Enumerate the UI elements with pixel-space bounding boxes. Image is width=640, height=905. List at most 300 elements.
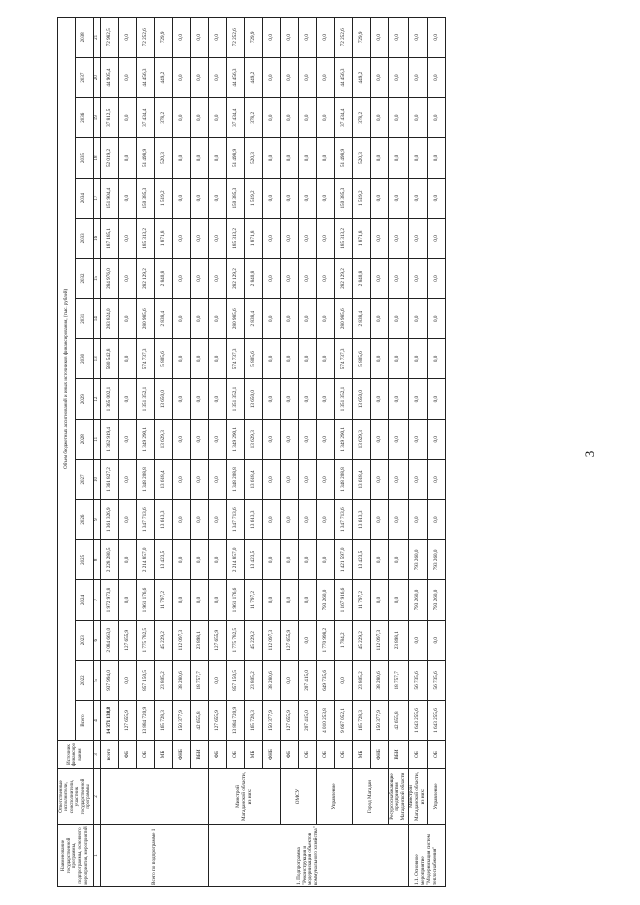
row-value: 0,0 (317, 459, 335, 499)
column-number: 12 (93, 379, 101, 419)
column-number: 21 (93, 17, 101, 57)
row-value: 45 229,2 (245, 620, 263, 660)
row-value: 0,0 (191, 540, 209, 580)
header-year: 2029 (75, 379, 93, 419)
row-value: 0,0 (209, 138, 227, 178)
row-value: 0,0 (281, 419, 299, 459)
row-value: 185 313,2 (137, 218, 155, 258)
row-value: 0,0 (428, 218, 446, 258)
row-value: 0,0 (209, 218, 227, 258)
row-value: 0,0 (317, 299, 335, 339)
row-value: 1 784,2 (335, 620, 353, 660)
row-responsible: ОМСУ (281, 769, 317, 825)
row-value: 0,0 (408, 17, 427, 57)
row-value: 2 840,8 (245, 258, 263, 298)
row-value: 0,0 (281, 58, 299, 98)
row-value: 793 260,0 (317, 580, 335, 620)
row-value: 1 871,8 (245, 218, 263, 258)
row-value: 56 735,6 (408, 660, 427, 700)
row-value: 0,0 (173, 459, 191, 499)
row-value: 729,9 (353, 17, 371, 57)
row-value: 38 280,6 (263, 660, 281, 700)
row-value: 449,2 (245, 58, 263, 98)
row-value: 150 385,3 (227, 178, 245, 218)
row-value: 0,0 (428, 379, 446, 419)
budget-table (57, 17, 446, 887)
row-value: 72 252,6 (335, 17, 353, 57)
row-source: ОБ (137, 741, 155, 769)
header-year: 2035 (75, 138, 93, 178)
row-source: ОБ (408, 741, 427, 769)
row-value: 1 643 255,6 (408, 701, 427, 741)
row-value: 1 775 782,5 (137, 620, 155, 660)
row-value: 1 775 782,5 (227, 620, 245, 660)
row-value: 0,0 (191, 58, 209, 98)
table-row (155, 17, 173, 886)
row-value: 165 728,3 (155, 701, 173, 741)
row-source: МБ (353, 741, 371, 769)
row-value: 150 385,3 (335, 178, 353, 218)
row-value: 0,0 (389, 339, 408, 379)
row-value: 0,0 (173, 98, 191, 138)
row-value: 0,0 (389, 178, 408, 218)
row-value: 0,0 (389, 17, 408, 57)
row-value: 0,0 (209, 17, 227, 57)
row-value: 1 351 352,1 (137, 379, 155, 419)
header-year: 2033 (75, 218, 93, 258)
row-value: 0,0 (371, 178, 389, 218)
row-value: 0,0 (119, 379, 137, 419)
row-name: 1. Подпрограмма "Реконструкция и модернизация объектов коммунального хозяйства" (209, 825, 408, 887)
row-value: 0,0 (173, 419, 191, 459)
table-row (335, 17, 353, 886)
row-value: 42 655,8 (191, 701, 209, 741)
row-value: 0,0 (428, 138, 446, 178)
row-value: 150 377,9 (371, 701, 389, 741)
column-number: 5 (93, 660, 101, 700)
row-value: 729,9 (245, 17, 263, 57)
row-value: 0,0 (263, 98, 281, 138)
row-responsible: Управление (428, 769, 446, 825)
row-value: 0,0 (119, 178, 137, 218)
row-value: 0,0 (371, 580, 389, 620)
header-year: 2036 (75, 98, 93, 138)
row-value: 0,0 (209, 258, 227, 298)
row-value: 0,0 (408, 258, 427, 298)
row-value: 13 884 720,9 (137, 701, 155, 741)
row-value: 37 434,4 (227, 98, 245, 138)
header-year: 2026 (75, 500, 93, 540)
row-value: 0,0 (263, 580, 281, 620)
row-value: 0,0 (173, 17, 191, 57)
row-value: 0,0 (191, 580, 209, 620)
row-value: 1 167 916,6 (335, 580, 353, 620)
table-row (191, 17, 209, 886)
row-value: 0,0 (173, 299, 191, 339)
row-value: 0,0 (371, 58, 389, 98)
column-number: 7 (93, 580, 101, 620)
row-value: 1 351 352,1 (335, 379, 353, 419)
row-value: 0,0 (173, 339, 191, 379)
row-value: 0,0 (119, 459, 137, 499)
row-value: 0,0 (428, 419, 446, 459)
row-value: 127 655,9 (281, 701, 299, 741)
row-value: 0,0 (209, 419, 227, 459)
row-value: 0,0 (263, 138, 281, 178)
row-value: 13 613,3 (245, 500, 263, 540)
row-value: 1 349 290,1 (137, 419, 155, 459)
row-value: 127 655,9 (281, 620, 299, 660)
row-value: 0,0 (173, 218, 191, 258)
row-value: 283 824,0 (101, 299, 119, 339)
row-value: 13 618,4 (353, 459, 371, 499)
row-value: 2 228 280,5 (101, 540, 119, 580)
row-value: 0,0 (371, 540, 389, 580)
row-value: 0,0 (263, 419, 281, 459)
row-value: 72 252,6 (137, 17, 155, 57)
row-value: 449,2 (353, 58, 371, 98)
column-number: 13 (93, 339, 101, 379)
row-value: 0,0 (191, 379, 209, 419)
row-value: 574 737,3 (335, 339, 353, 379)
row-value: 0,0 (263, 17, 281, 57)
row-value: 1 519,2 (245, 178, 263, 218)
row-value: 150 377,9 (263, 701, 281, 741)
header-year: 2030 (75, 339, 93, 379)
row-value: 0,0 (317, 258, 335, 298)
table-row (119, 17, 137, 886)
row-value: 127 655,9 (119, 701, 137, 741)
row-value: 0,0 (281, 218, 299, 258)
row-value: 0,0 (209, 339, 227, 379)
row-value: 0,0 (371, 500, 389, 540)
table-row (428, 17, 446, 886)
row-value: 165 728,3 (353, 701, 371, 741)
row-value: 0,0 (389, 258, 408, 298)
row-value: 0,0 (281, 500, 299, 540)
table-row (101, 17, 119, 886)
row-value: 0,0 (299, 500, 317, 540)
row-value: 0,0 (371, 138, 389, 178)
row-value: 0,0 (408, 620, 427, 660)
row-name: 1.1. Основное мероприятие "Модернизация систем теплоснабжения" (408, 825, 445, 887)
row-value: 0,0 (389, 379, 408, 419)
row-value: 1 770 998,2 (317, 620, 335, 660)
row-value: 127 655,9 (119, 620, 137, 660)
row-value: 42 655,8 (389, 701, 408, 741)
row-value: 520,3 (353, 138, 371, 178)
row-value: 0,0 (191, 419, 209, 459)
row-value: 0,0 (209, 500, 227, 540)
table-row (353, 17, 371, 886)
column-number: 18 (93, 138, 101, 178)
row-value: 185 313,2 (335, 218, 353, 258)
row-value: 574 737,3 (137, 339, 155, 379)
row-value: 0,0 (191, 339, 209, 379)
row-value: 1 643 255,6 (428, 701, 446, 741)
row-value: 0,0 (408, 218, 427, 258)
header-year: 2027 (75, 459, 93, 499)
row-value: 127 655,9 (209, 701, 227, 741)
row-value: 18 757,7 (191, 660, 209, 700)
table-row (263, 17, 281, 886)
row-value: 0,0 (173, 379, 191, 419)
row-value: 0,0 (281, 258, 299, 298)
row-value: 0,0 (371, 379, 389, 419)
row-value: 51 498,9 (227, 138, 245, 178)
row-value: 1 349 290,1 (227, 419, 245, 459)
table-row (408, 17, 427, 886)
row-value: 0,0 (428, 459, 446, 499)
row-value: 37 812,5 (101, 98, 119, 138)
row-value: 284 976,0 (101, 258, 119, 298)
row-value: 0,0 (173, 500, 191, 540)
row-value: 23 898,1 (191, 620, 209, 660)
row-value: 11 797,2 (245, 580, 263, 620)
row-value: 13 650,0 (155, 379, 173, 419)
row-value: 0,0 (173, 138, 191, 178)
row-responsible: Ресурсоснабжающие предприятия Магаданской области (389, 769, 408, 825)
row-value: 0,0 (263, 379, 281, 419)
row-value: 0,0 (371, 258, 389, 298)
column-number: 4 (93, 701, 101, 741)
row-value: 0,0 (371, 339, 389, 379)
table-row (299, 17, 317, 886)
row-value: 1 871,8 (155, 218, 173, 258)
row-value: 0,0 (119, 500, 137, 540)
row-value: 1 348 208,8 (335, 459, 353, 499)
row-value: 13 613,3 (353, 500, 371, 540)
row-value: 0,0 (191, 138, 209, 178)
row-value: 0,0 (317, 178, 335, 218)
row-value: 0,0 (299, 178, 317, 218)
row-value: 2 840,8 (353, 258, 371, 298)
header-name: Наименование государственной программы, подпрограммы, основного мероприятия, мероприятий (58, 825, 94, 887)
row-value: 0,0 (281, 98, 299, 138)
row-value: 0,0 (428, 620, 446, 660)
row-value: 23 898,1 (389, 620, 408, 660)
row-value: 13 618,4 (155, 459, 173, 499)
row-value: 0,0 (317, 339, 335, 379)
row-value: 0,0 (119, 98, 137, 138)
row-value: 0,0 (428, 258, 446, 298)
row-value: 0,0 (173, 178, 191, 218)
row-value: 72 982,5 (101, 17, 119, 57)
header-year: 2025 (75, 540, 93, 580)
row-source: ФНБ (173, 741, 191, 769)
column-number: 1 (93, 825, 101, 887)
row-responsible: Город Магадан (353, 769, 389, 825)
row-value: 38 280,6 (173, 660, 191, 700)
row-value: 378,2 (155, 98, 173, 138)
row-value: 0,0 (408, 138, 427, 178)
row-value: 23 805,2 (245, 660, 263, 700)
row-value: 0,0 (389, 218, 408, 258)
row-value: 0,0 (119, 540, 137, 580)
row-value: 0,0 (299, 258, 317, 298)
row-value: 378,2 (245, 98, 263, 138)
header-year: 2023 (75, 620, 93, 660)
row-value: 0,0 (191, 17, 209, 57)
column-number: 9 (93, 500, 101, 540)
row-source: ОБ (227, 741, 245, 769)
row-value: 0,0 (428, 17, 446, 57)
row-value: 0,0 (317, 58, 335, 98)
row-value: 0,0 (209, 98, 227, 138)
row-value: 793 260,0 (408, 540, 427, 580)
row-value: 72 252,6 (227, 17, 245, 57)
row-value: 11 797,2 (353, 580, 371, 620)
header-year: 2037 (75, 58, 93, 98)
table-row (209, 17, 227, 886)
row-value: 280 985,6 (227, 299, 245, 339)
row-value: 0,0 (119, 580, 137, 620)
row-value: 9 667 052,1 (335, 701, 353, 741)
row-value: 0,0 (263, 258, 281, 298)
row-value: 2 084 663,0 (101, 620, 119, 660)
row-source: МБ (245, 741, 263, 769)
column-number: 3 (93, 741, 101, 769)
row-source: ВБИ (191, 741, 209, 769)
row-value: 857 150,5 (137, 660, 155, 700)
row-value: 5 805,6 (155, 339, 173, 379)
row-value: 1 347 713,6 (227, 500, 245, 540)
row-value: 0,0 (119, 419, 137, 459)
header-group-title: Объем бюджетных ассигнований и иных источников финансирования, (тыс. рублей) (58, 17, 76, 740)
row-value: 5 805,6 (245, 339, 263, 379)
column-number: 11 (93, 419, 101, 459)
row-value: 13 650,0 (353, 379, 371, 419)
row-value: 13 629,3 (353, 419, 371, 459)
header-year: 2032 (75, 258, 93, 298)
header-total: Всего (75, 701, 93, 741)
row-value: 0,0 (281, 339, 299, 379)
row-value: 0,0 (173, 258, 191, 298)
row-value: 0,0 (191, 299, 209, 339)
column-number: 15 (93, 258, 101, 298)
row-value: 2 838,4 (245, 299, 263, 339)
row-value: 0,0 (389, 580, 408, 620)
row-value: 1 519,2 (353, 178, 371, 218)
row-value: 0,0 (371, 98, 389, 138)
column-number: 14 (93, 299, 101, 339)
row-value: 0,0 (317, 17, 335, 57)
row-value: 282 129,2 (227, 258, 245, 298)
page-number: 3 (582, 450, 597, 458)
row-value: 0,0 (389, 138, 408, 178)
row-value: 1 348 208,8 (227, 459, 245, 499)
row-value: 0,0 (263, 339, 281, 379)
row-value: 44 905,4 (101, 58, 119, 98)
row-value: 0,0 (389, 500, 408, 540)
row-value: 0,0 (389, 540, 408, 580)
row-value: 0,0 (281, 138, 299, 178)
row-value: 282 129,2 (335, 258, 353, 298)
row-source: ФБ (119, 741, 137, 769)
row-value: 13 613,3 (155, 500, 173, 540)
row-value: 793 260,0 (408, 580, 427, 620)
row-value: 207 415,0 (299, 701, 317, 741)
header-year: 2024 (75, 580, 93, 620)
row-value: 1 365 002,1 (101, 379, 119, 419)
header-year: 2028 (75, 419, 93, 459)
column-number: 10 (93, 459, 101, 499)
row-value: 0,0 (299, 299, 317, 339)
row-source: ВБИ (389, 741, 408, 769)
row-value: 1 349 290,1 (335, 419, 353, 459)
row-value: 0,0 (191, 500, 209, 540)
row-value: 150 377,9 (173, 701, 191, 741)
row-value: 0,0 (317, 98, 335, 138)
row-value: 0,0 (263, 178, 281, 218)
row-value: 0,0 (428, 500, 446, 540)
row-value: 0,0 (119, 339, 137, 379)
table-row (173, 17, 191, 886)
row-value: 0,0 (317, 218, 335, 258)
row-value: 0,0 (209, 660, 227, 700)
row-source: МБ (155, 741, 173, 769)
row-value: 0,0 (119, 299, 137, 339)
row-value: 44 456,3 (227, 58, 245, 98)
row-value: 0,0 (173, 540, 191, 580)
row-value: 0,0 (371, 299, 389, 339)
row-value: 13 423,5 (353, 540, 371, 580)
row-source: ОБ (299, 741, 317, 769)
row-value: 0,0 (191, 98, 209, 138)
row-value: 52 019,2 (101, 138, 119, 178)
row-value: 0,0 (209, 299, 227, 339)
row-value: 0,0 (299, 17, 317, 57)
row-value: 0,0 (209, 540, 227, 580)
row-value: 0,0 (263, 58, 281, 98)
row-value: 45 229,2 (353, 620, 371, 660)
row-value: 44 456,3 (137, 58, 155, 98)
row-value: 0,0 (173, 58, 191, 98)
row-value: 44 456,3 (335, 58, 353, 98)
header-responsible: Ответственные исполнители, соисполнители, участник государственной программы (58, 769, 94, 825)
row-value: 0,0 (191, 178, 209, 218)
row-value: 0,0 (299, 58, 317, 98)
row-value: 1 361 827,2 (101, 459, 119, 499)
row-value: 0,0 (299, 218, 317, 258)
row-value: 0,0 (371, 218, 389, 258)
row-value: 0,0 (428, 58, 446, 98)
row-responsible: Минстрой Магаданской области, из них: (408, 769, 427, 825)
row-value: 1 421 597,0 (335, 540, 353, 580)
row-value: 150 385,3 (137, 178, 155, 218)
column-numbers-row (93, 17, 101, 886)
row-value: 14 371 138,8 (101, 701, 119, 741)
row-source: всего (101, 741, 119, 769)
row-value: 45 229,2 (155, 620, 173, 660)
row-value: 649 735,6 (317, 660, 335, 700)
row-value: 38 280,6 (371, 660, 389, 700)
row-value: 0,0 (263, 218, 281, 258)
row-value: 13 618,4 (245, 459, 263, 499)
row-value: 1 972 973,8 (101, 580, 119, 620)
row-source: ФНБ (371, 741, 389, 769)
row-value: 0,0 (191, 459, 209, 499)
column-number: 16 (93, 218, 101, 258)
table-row (245, 17, 263, 886)
row-value: 0,0 (299, 339, 317, 379)
row-value: 1 961 176,6 (137, 580, 155, 620)
row-value: 0,0 (119, 660, 137, 700)
table-row (371, 17, 389, 886)
header-source: Источник финансирования (58, 741, 94, 769)
row-value: 0,0 (299, 98, 317, 138)
table-row (317, 17, 335, 886)
